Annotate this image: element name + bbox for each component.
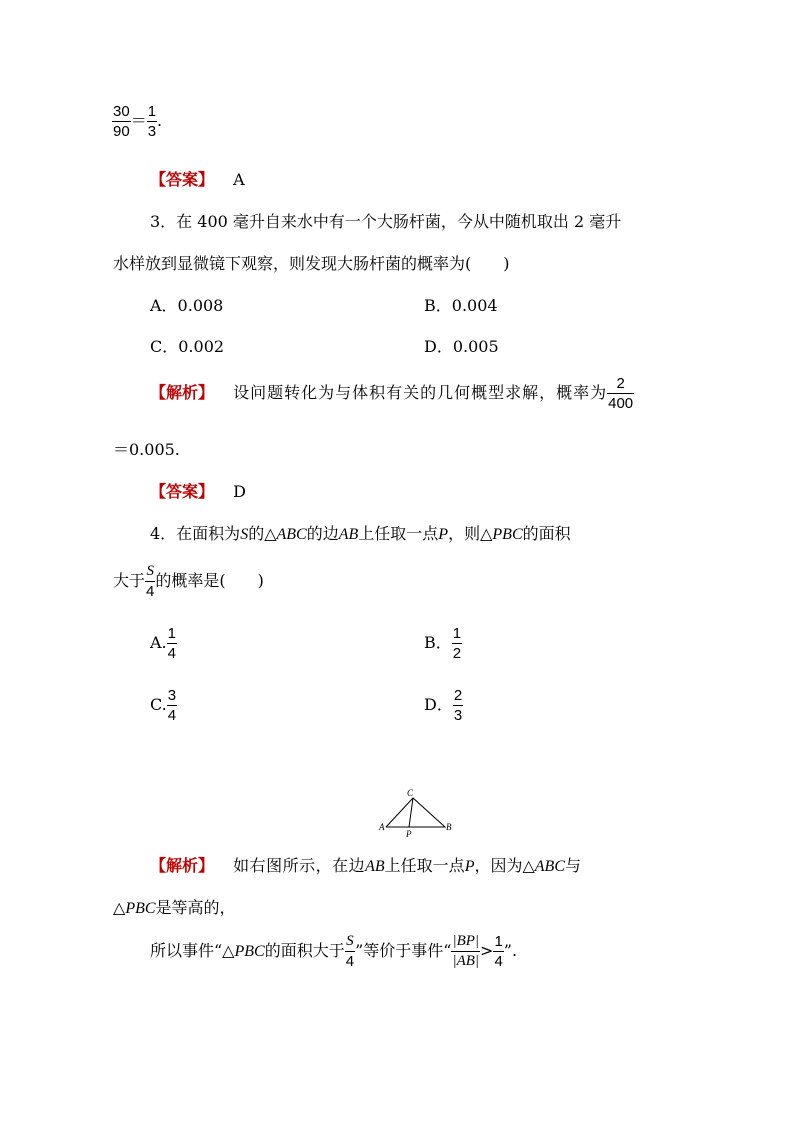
q3-option-a: A．0.008 [150,296,224,315]
q4-line-2: 大于 $\frac{S}{4}$ 的概率是( ) [113,563,264,600]
q4-option-a: A. $\frac{1}{4}$ [150,625,176,662]
fraction-1-3: $\frac{1}{3}$ [147,103,157,140]
fraction: $\frac{3}{4}$ [167,687,177,724]
label-a: A [379,822,385,832]
triangle-figure [376,786,456,838]
q4-option-b: B． $\frac{1}{2}$ [424,625,462,662]
label-b: B [446,822,452,832]
analysis-line-1: 【解析】 设问题转化为与体积有关的几何概型求解，概率为 $\frac{2}{400}$ [150,375,634,412]
q3-option-b: B．0.004 [424,296,498,315]
answer-label: 【答案】 [150,482,215,501]
triangle-outline [386,798,445,827]
q4-option-d: D． $\frac{2}{3}$ [424,687,463,724]
answer-value: A [233,170,245,189]
fraction-s-4: $\frac{S}{4}$ [345,933,355,970]
analysis2-line-1: 【解析】 如右图所示，在边AB上任取一点P，因为△ABC与 [150,856,582,875]
answer-label: 【答案】 [150,170,215,189]
fraction-s-4: $\frac{S}{4}$ [146,563,155,600]
top-fraction-line: $\frac{30}{90}$ ＝ $\frac{1}{3}$ . [113,103,163,140]
label-p: P [406,829,412,838]
answer-value: D [233,482,246,501]
analysis-line-2: ＝0.005. [113,440,180,459]
label-c: C [407,788,414,798]
fraction-bp-ab: $\frac{|BP|}{|AB|}$ [452,933,480,969]
fraction: $\frac{2}{3}$ [453,687,463,724]
q3-line-1: 3．在 400 毫升自来水中有一个大肠杆菌，今从中随机取出 2 毫升 [150,212,622,231]
fraction: $\frac{1}{2}$ [452,625,462,662]
answer-line-2 [150,482,246,502]
answer-line-1 [150,170,245,190]
q3-line-2: 水样放到显微镜下观察，则发现大肠杆菌的概率为( ) [113,254,510,273]
q3-option-d: D．0.005 [424,337,499,356]
fraction-30-90: $\frac{30}{90}$ [113,103,130,140]
analysis-label: 【解析】 [150,383,215,402]
fraction: $\frac{1}{4}$ [167,625,176,662]
analysis-label: 【解析】 [150,856,215,875]
fraction-1-4: $\frac{1}{4}$ [494,933,503,970]
fraction-2-400: $\frac{2}{400}$ [608,375,634,412]
q4-line-1: 4．在面积为S的△ABC的边AB上任取一点P，则△PBC的面积 [150,524,571,543]
q3-option-c: C．0.002 [150,337,225,356]
analysis2-line-2: △PBC是等高的， [113,898,236,917]
analysis2-line-3: 所以事件“△PBC的面积大于 $\frac{S}{4}$ ”等价于事件“ $\frac{|BP|}{|AB|}$ > $\frac{1}{4}$ ”. [150,933,518,970]
q4-option-c: C. $\frac{3}{4}$ [150,687,177,724]
